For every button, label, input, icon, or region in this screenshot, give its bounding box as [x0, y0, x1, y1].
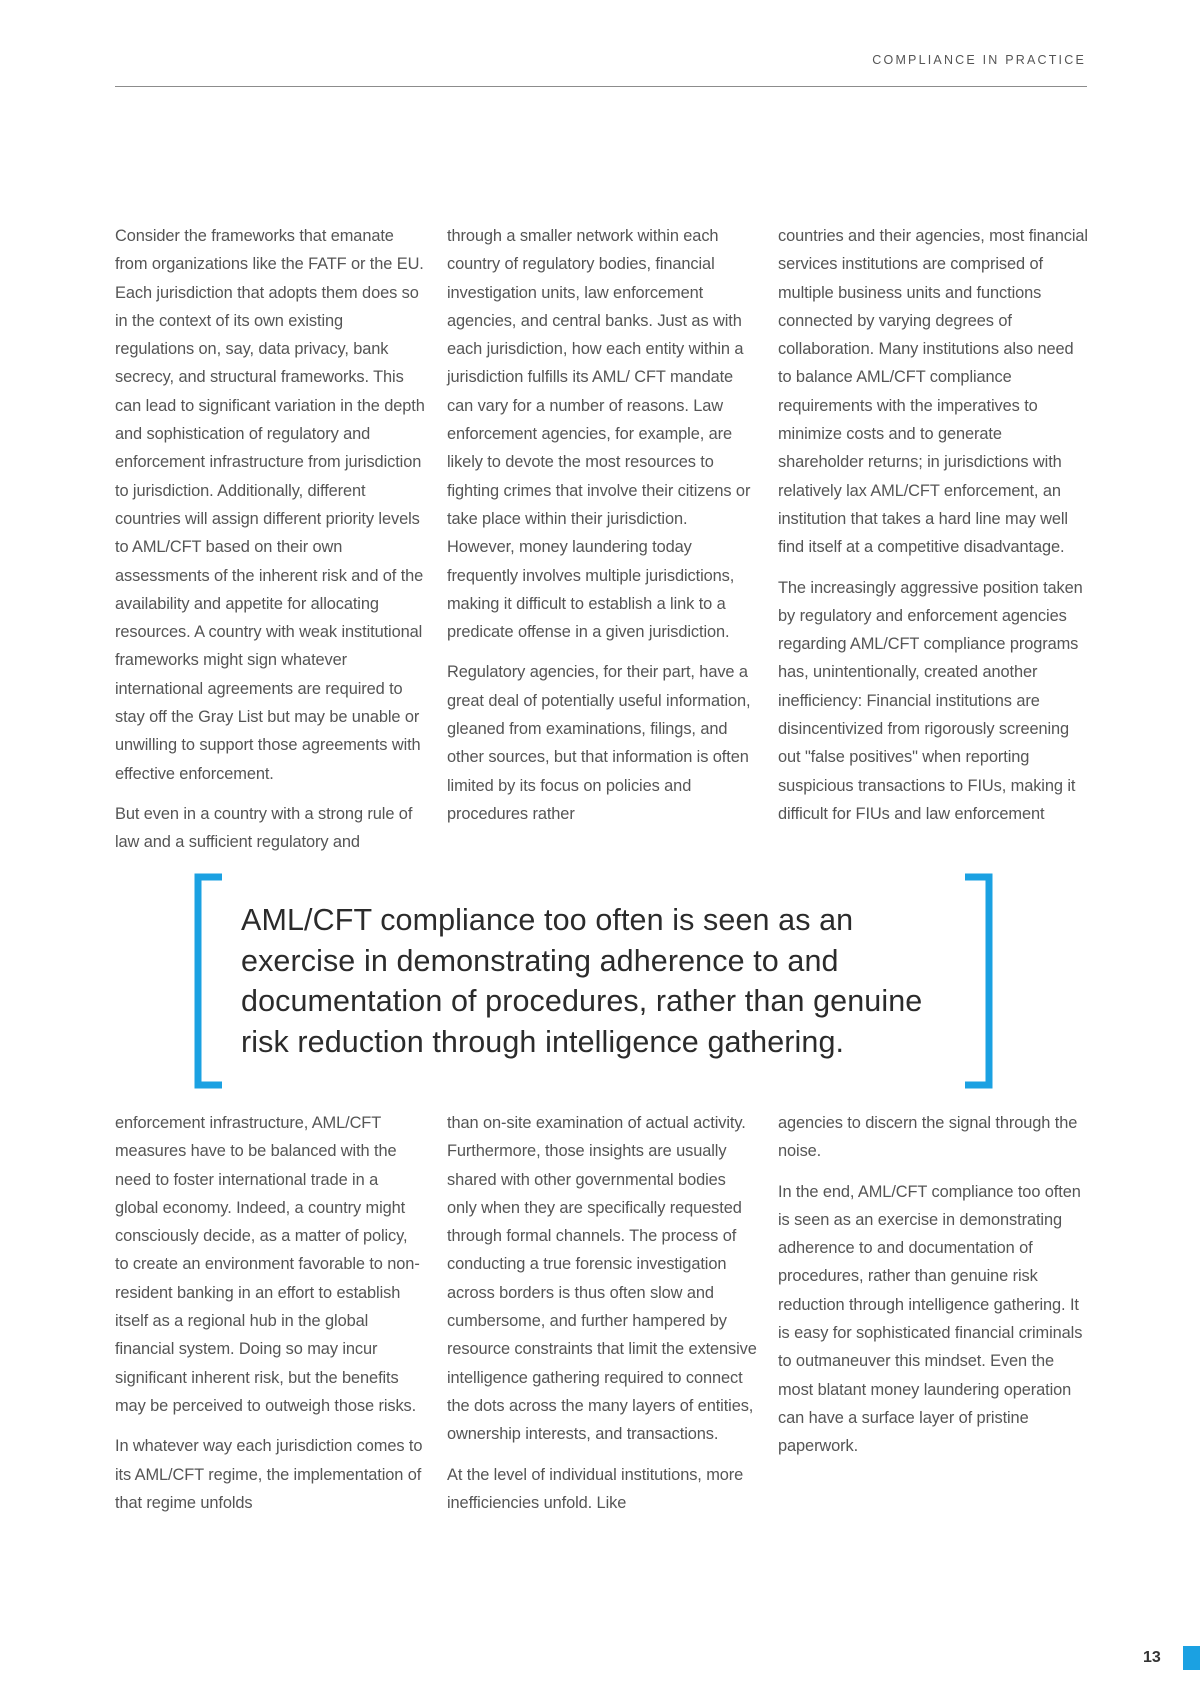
paragraph: Consider the frameworks that emanate from organizations like the FATF or the EU. Each jurisdiction that adopts them does so in the context of its own existing regulations on, say, data privacy, bank secrecy, and structural frameworks. This can lead to significant variation in the depth and sophistication of regulatory and enforcement infrastructure from jurisdiction to jurisdiction. Additionally, different countries will assign different priority levels to AML/CFT based on their own assessments of the inherent risk and of the availability and appetite for allocating resources. A country with weak institutional frameworks might sign whatever international agreements are required to stay off the Gray List but may be unable or unwilling to support those agreements with effective enforcement.: [115, 227, 425, 783]
paragraph: At the level of individual institutions, more inefficiencies unfold. Like: [447, 1465, 744, 1512]
body-column-1-top: [115, 222, 425, 869]
paragraph: than on-site examination of actual activity. Furthermore, those insights are usually shared with other governmental bodies only when they are specifically requested through formal channels. The process of conducting a true forensic investigation across borders is thus often slow and cumbersome, and further hampered by resource constraints that limit the extensive intelligence gathering required to connect the dots across the many layers of entities, ownership interests, and transactions.: [447, 1114, 757, 1444]
paragraph: In the end, AML/CFT compliance too often is seen as an exercise in demonstrating adherence to and documentation of procedures, rather than genuine risk reduction through intelligence gathering. It is easy for sophisticated financial criminals to outmaneuver this mindset. Even the most blatant money laundering operation can have a surface layer of pristine paperwork.: [778, 1182, 1083, 1456]
paragraph: The increasingly aggressive position taken by regulatory and enforcement agencies regarding AML/CFT compliance programs has, unintentionally, created another inefficiency: Financial institutions are disincentivized from rigorously screening out "false positives" when reporting suspicious transactions to FIUs, making it difficult for FIUs and law enforcement: [778, 578, 1083, 823]
left-bracket-icon: [194, 873, 224, 1089]
paragraph: through a smaller network within each country of regulatory bodies, financial investigation units, law enforcement agencies, and central banks. Just as with each jurisdiction, how each entity within a jurisdiction fulfills its AML/ CFT mandate can vary for a number of reasons. Law enforcement agencies, for example, are likely to devote the most resources to fighting crimes that involve their citizens or take place within their jurisdiction. However, money laundering today frequently involves multiple jurisdictions, making it difficult to establish a link to a predicate offense in a given jurisdiction.: [447, 227, 751, 642]
paragraph: In whatever way each jurisdiction comes to its AML/CFT regime, the implementation of that regime unfolds: [115, 1437, 423, 1512]
right-bracket-icon: [963, 873, 993, 1089]
paragraph: But even in a country with a strong rule of law and a sufficient regulatory and: [115, 804, 413, 852]
paragraph: agencies to discern the signal through the noise.: [778, 1114, 1078, 1161]
header-divider: [115, 86, 1087, 87]
body-column-2-bottom: [447, 1109, 757, 1529]
body-column-1-bottom: [115, 1109, 425, 1529]
page-tab-marker: [1183, 1646, 1200, 1670]
running-header: COMPLIANCE IN PRACTICE: [872, 53, 1086, 67]
body-column-3-bottom: [778, 1109, 1088, 1473]
body-column-2-top: [447, 222, 757, 840]
paragraph: Regulatory agencies, for their part, have a great deal of potentially useful information, gleaned from examinations, filings, and other sources, but that information is often limited by its focus on policies and procedures rather: [447, 663, 751, 823]
paragraph: enforcement infrastructure, AML/CFT measures have to be balanced with the need to foster international trade in a global economy. Indeed, a country might consciously decide, as a matter of policy, to create an environment favorable to non-resident banking in an effort to establish itself as a regional hub in the global financial system. Doing so may incur significant inherent risk, but the benefits may be perceived to outweigh those risks.: [115, 1114, 420, 1415]
pull-quote: AML/CFT compliance too often is seen as an exercise in demonstrating adherence to and documentation of procedures, rather than genuine risk reduction through intelligence gathering.: [241, 903, 923, 1059]
body-column-3-top: [778, 222, 1088, 840]
page-number: 13: [1143, 1649, 1161, 1666]
paragraph: countries and their agencies, most financial services institutions are comprised of multiple business units and functions connected by varying degrees of collaboration. Many institutions also need to balance AML/CFT compliance requirements with the imperatives to minimize costs and to generate shareholder returns; in jurisdictions with relatively lax AML/CFT enforcement, an institution that takes a hard line may well find itself at a competitive disadvantage.: [778, 227, 1088, 557]
